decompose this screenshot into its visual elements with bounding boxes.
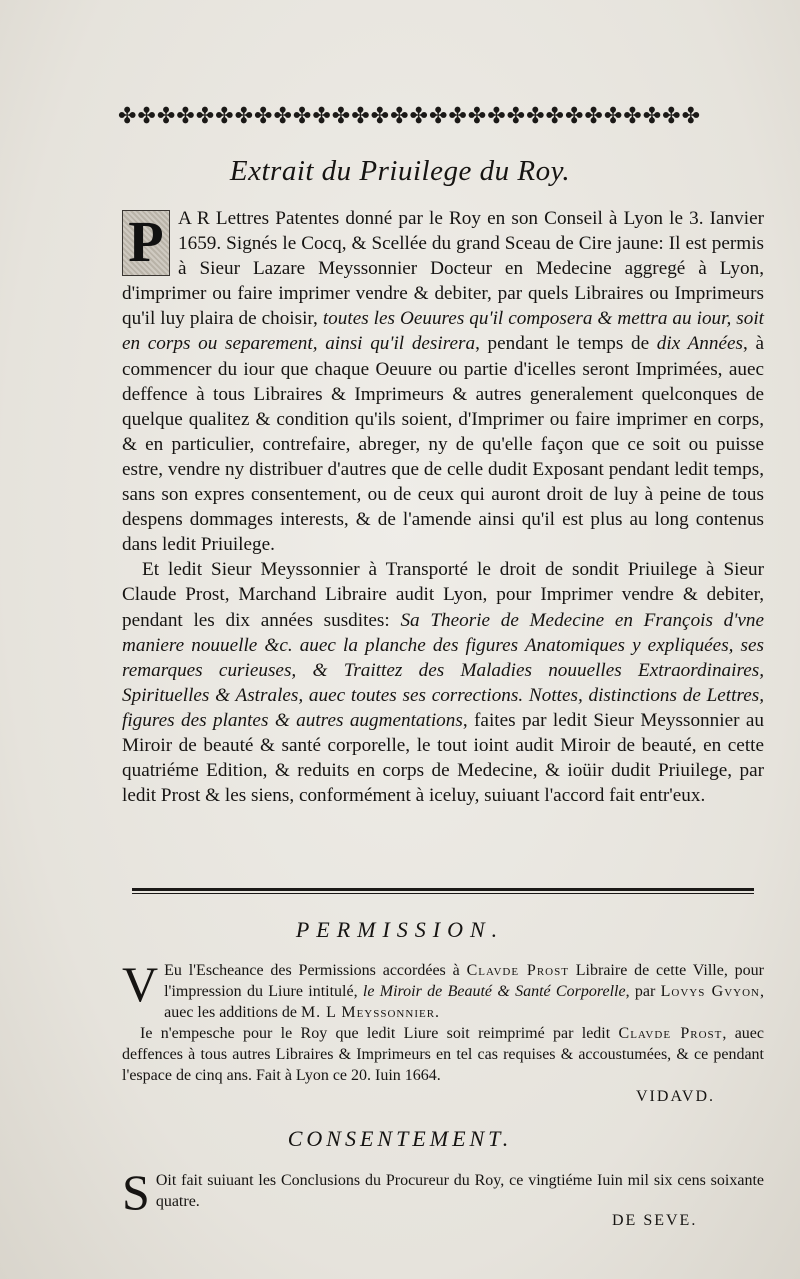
initial-s: S <box>122 1164 150 1220</box>
permission-paragraph-1 <box>122 956 764 1023</box>
divider-rule <box>132 888 754 894</box>
permission-paragraph-2 <box>122 1023 764 1086</box>
name-meyssonnier: M. L Meyssonnier <box>300 1004 436 1021</box>
consent-heading: CONSENTEMENT. <box>287 1126 513 1151</box>
privilege-italic-run: dix Années <box>656 333 743 355</box>
permission-text-run: , par <box>625 983 661 1000</box>
privilege-text-run: Et ledit Sieur Meyssonnier à Transporté le droit de sondit Priuilege à Sieur Claude Prost, Marchand Libraire audit Lyon, pour Imprimer vendre & debiter, pendant les dix années susdites: <box>122 559 764 631</box>
name-claude-prost: Clavde Prost <box>466 962 569 979</box>
decorated-initial: P <box>122 210 170 276</box>
permission-heading: PERMISSION. <box>295 917 505 942</box>
consent-text <box>122 1164 764 1220</box>
privilege-text-run: , à commencer du iour que chaque Oeuure ou partie d'icelles seront Imprimées, auec deffence à tous Libraires & Imprimeurs & autres generalement quelconques de quelque qualitez & condition qu'ils soient, d'Imprimer ou faire imprimer en corps, & en particulier, contrefaire, abreger, ny de qu'elle façon que ce soit ou puisse estre, vendre ny distribuer d'autres que de celle dudit Exposant pendant ledit temps, sans son expres consentement, ou de ceux qui auront droit de luy à peine de tous despens dommages interests, & de l'amende ainsi qu'il est plus au long contenus dans ledit Priuilege. <box>122 333 764 556</box>
permission-text-run: . <box>435 1004 440 1021</box>
ornamental-border: ✤✤✤✤✤✤✤✤✤✤✤✤✤✤✤✤✤✤✤✤✤✤✤✤✤✤✤✤✤✤ <box>118 104 702 129</box>
privilege-text-run: A R Lettres Patentes donné par le Roy en son Conseil à Lyon le 3. Ianvier 1659. Signés le Cocq, & Scellée du grand Sceau de Cire jaune: Il est permis à Sieur Lazare Meyssonnier Docteur en Medecine aggregé à Lyon, d'imprimer ou faire imprimer vendre & debiter, par quels Libraires ou Imprimeurs qu'il luy plaira de choisir, <box>122 208 764 330</box>
signature-de-seve: DE SEVE. <box>612 1212 698 1229</box>
signature-vidaud: VIDAVD. <box>636 1088 716 1105</box>
name-claude-prost: Clavde Prost <box>618 1025 723 1042</box>
permission-text-run: Eu l'Escheance des Permissions accordées à <box>164 962 467 979</box>
book-title: le Miroir de Beauté & Santé Corporelle <box>362 983 626 1000</box>
privilege-paragraph-2 <box>122 557 764 808</box>
permission-text-run: Ie n'empesche pour le Roy que ledit Liure soit reimprimé par ledit <box>140 1025 619 1042</box>
permission-text-run: Libraire de cette Ville, pour l'impression du Liure intitulé, <box>164 962 764 1000</box>
privilege-paragraph-1 <box>122 206 764 557</box>
book-title-italic: Sa Theorie de Medecine en François d'vne maniere nouuelle &c. auec la planche des figures Anatomiques y expliquées, ses remarques curieuses, & Traittez des Maladies nouuelles Extraordinaires, Spirituelles & Astrales, auec toutes ses corrections. Nottes, distinctions de Lettres, figures des plantes & autres augmentations <box>122 609 765 731</box>
privilege-italic-run: toutes les Oeuures qu'il composera & mettra au iour, soit en corps ou separement, ainsi qu'il desirera <box>122 308 764 355</box>
permission-text <box>122 956 764 1086</box>
initial-v: V <box>122 956 159 1012</box>
consent-text-run: Oit fait suiuant les Conclusions du Procureur du Roy, ce vingtiéme Iuin mil six cens soixante quatre. <box>155 1172 764 1210</box>
privilege-text-run: , pendant le temps de <box>475 333 657 355</box>
page-title: Extrait du Priuilege du Roy. <box>229 155 571 187</box>
permission-text-run: , auec deffences à tous autres Libraires & Imprimeurs en tel cas requises & accoustumées, & ce pendant l'espace de cinq ans. Fait à Lyon ce 20. Iuin 1664. <box>122 1025 764 1084</box>
privilege-text-run: , faites par ledit Sieur Meyssonnier au Miroir de beauté & santé corporelle, le tout ioint audit Miroir de beauté, en cette quatriéme Edition, & reduits en corps de Medecine, & ioüir dudit Priuilege, par ledit Prost & les siens, conformément à iceluy, suiuant l'accord fait entr'eux. <box>122 709 764 807</box>
privilege-text <box>122 206 764 808</box>
permission-text-run: , auec les additions de <box>164 983 764 1021</box>
name-louis-guyon: Lovys Gvyon <box>660 983 760 1000</box>
